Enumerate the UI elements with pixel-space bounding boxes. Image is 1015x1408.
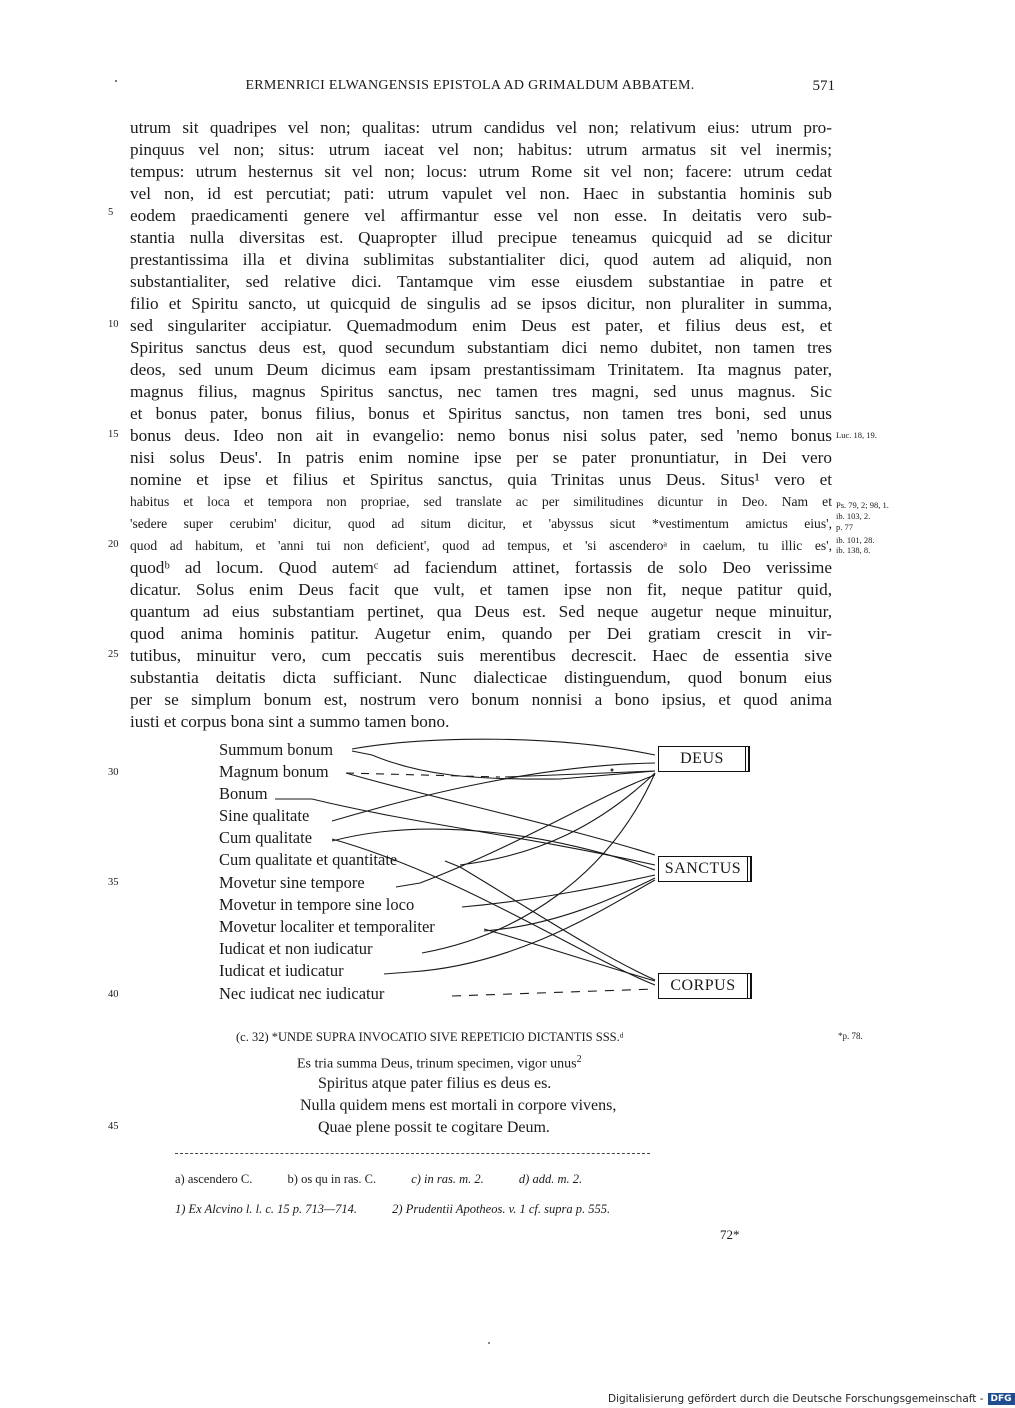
text-line: substantialiter, sed relative dici. Tantamque vim esse eiusdem substantiae in patre et	[130, 272, 832, 291]
scan-speck	[488, 1342, 490, 1344]
diagram-label: Movetur sine tempore	[219, 873, 365, 892]
margin-note: Luc. 18, 19.	[836, 430, 877, 440]
text-line: Spiritus sanctus deus est, quod secundum substantiam dici nemo dubitet, non tamen tres	[130, 338, 832, 357]
diagram-label: Iudicat et iudicatur	[219, 961, 344, 980]
diagram-label: Movetur in tempore sine loco	[219, 895, 415, 914]
footnote-ref: 2	[576, 1054, 582, 1065]
connector-line	[346, 773, 500, 777]
diagram-label: Magnum bonum	[219, 762, 329, 781]
source-footnotes	[175, 1202, 642, 1217]
text-line: filio et Spiritu sancto, ut quicquid de singulis ad se ipsos dicitur, non pluraliter in summa,	[130, 294, 832, 313]
diagram-label: Summum bonum	[219, 740, 334, 759]
poem-line-text: Es tria summa Deus, trinum specimen, vigor unus	[297, 1056, 577, 1072]
text-line: sed singulariter accipiatur. Quemadmodum enim Deus est pater, et filius deus est, et	[130, 316, 832, 335]
poem-heading: (c. 32) *UNDE SUPRA INVOCATIO SIVE REPETICIO DICTANTIS SSS.ᵈ	[236, 1030, 624, 1044]
apparatus-note: a) ascendero C.	[175, 1172, 253, 1186]
box-sanctus: SANCTUS	[658, 856, 748, 882]
poem-line: Quae plene possit te cogitare Deum.	[318, 1119, 550, 1136]
text-line: substantia deitatis dicta sufficiant. Nunc dialecticae distinguendum, quod bonum eius	[130, 668, 832, 687]
diagram-label: Iudicat et non iudicatur	[219, 939, 373, 958]
text-line: dicatur. Solus enim Deus facit que vult, et tamen ipse non fit, neque patitur quid,	[130, 580, 832, 599]
funding-text: Digitalisierung gefördert durch die Deutsche Forschungsgemeinschaft -	[608, 1393, 984, 1405]
connector-line	[505, 771, 655, 777]
text-line: iusti et corpus bona sint a summo tamen bono.	[130, 712, 450, 731]
connector-line	[452, 989, 655, 996]
text-line: prestantissima illa et divina sublimitas substantialiter dici, quod autem ad aliquid, non	[130, 250, 832, 269]
text-line: vel non, id est percutiat; pati: utrum vapulet vel non. Haec in substantia hominis sub	[130, 184, 832, 203]
line-number: 35	[108, 877, 119, 888]
sheet-number: 72*	[720, 1227, 740, 1242]
text-line: quod anima hominis patitur. Augetur enim, quando per Dei gratiam crescit in vir-	[130, 624, 832, 643]
diagram-label: Cum qualitate	[219, 828, 313, 847]
text-line: utrum sit quadripes vel non; qualitas: utrum candidus vel non; relativum eius: utrum pro-	[130, 118, 832, 137]
diagram-label: Cum qualitate et quantitate	[219, 850, 398, 869]
running-head: ERMENRICI ELWANGENSIS EPISTOLA AD GRIMALDUM ABBATEM.	[245, 78, 695, 93]
diagram-label: Nec iudicat nec iudicatur	[219, 984, 385, 1003]
line-number: 10	[108, 319, 119, 330]
margin-note: Ps. 79, 2; 98, 1.	[836, 500, 889, 510]
dfg-logo: DFG	[988, 1393, 1015, 1405]
connector-line	[346, 773, 655, 855]
body-text	[130, 117, 832, 733]
connector-line	[462, 875, 655, 907]
text-line: stantia nulla diversitas est. Quapropter illud precipue teneamus quicquid ad se dicitur	[130, 228, 832, 247]
funding-notice	[608, 1392, 1015, 1406]
page-number: 571	[812, 78, 835, 94]
margin-note: ib. 101, 28.	[836, 535, 875, 545]
apparatus-note: b) os qu in ras. C.	[287, 1172, 377, 1186]
diagram-label: Bonum	[219, 784, 268, 803]
line-number: 5	[108, 207, 114, 218]
scan-speck	[115, 80, 117, 82]
line-number: 40	[108, 989, 119, 1000]
line-number: 25	[108, 649, 119, 660]
poem-line	[297, 1054, 582, 1073]
text-line: tempus: utrum hesternus sit vel non; locus: utrum Rome sit vel non; facere: utrum cedat	[130, 162, 832, 181]
footnote-rule	[175, 1153, 650, 1154]
box-deus: DEUS	[658, 746, 746, 772]
text-line: nisi solus Deus'. In patris enim nomine ipse per se pater pronuntiatur, in Dei vero	[130, 448, 832, 467]
page-reference: *p. 78.	[838, 1031, 863, 1041]
line-number: 20	[108, 539, 119, 550]
attribute-diagram	[0, 735, 1000, 1025]
margin-note: ib. 138, 8.	[836, 545, 871, 555]
text-line: pinquus vel non; situs: utrum iaceat vel non; habitus: utrum armatus sit vel inermis;	[130, 140, 832, 159]
connector-line	[352, 739, 655, 755]
text-line: deos, sed unum Deum dicimus eam ipsam prestantissimam Trinitatem. Ita magnus pater,	[130, 360, 832, 379]
connector-line	[484, 929, 655, 981]
source-note: 1) Ex Alcvino l. l. c. 15 p. 713—714.	[175, 1202, 358, 1216]
line-number: 30	[108, 767, 119, 778]
margin-note: p. 77	[836, 522, 853, 532]
connector-line	[396, 775, 655, 887]
diagram-speck	[611, 769, 614, 772]
text-line: quantum ad eius substantiam pertinet, qua Deus est. Sed neque augetur neque minuitur,	[130, 602, 832, 621]
text-line: tutibus, minuitur vero, cum peccatis suis merentibus decrescit. Haec de essentia sive	[130, 646, 832, 665]
text-line: quodᵇ ad locum. Quod autemᶜ ad faciendum attinet, fortassis de solo Deo verissime	[130, 558, 832, 577]
text-line: quod ad habitum, et 'anni tui non deficient', quod ad tempus, et 'si ascenderoᵃ in caelum, tu illic es',	[130, 538, 832, 553]
apparatus-note: c) in ras. m. 2.	[411, 1172, 484, 1186]
text-line: et bonus pater, bonus filius, bonus et Spiritus sanctus, non tamen tres boni, sed unus	[130, 404, 832, 423]
connector-line	[445, 861, 655, 980]
poem-line: Nulla quidem mens est mortali in corpore vivens,	[300, 1097, 617, 1114]
apparatus-footnotes	[175, 1172, 614, 1187]
diagram-label: Sine qualitate	[219, 806, 310, 825]
connector-lines	[0, 735, 1000, 1025]
text-line: magnus filius, magnus Spiritus sanctus, nec tamen tres magni, sed unus magnus. Sic	[130, 382, 832, 401]
text-line: eodem praedicamenti genere vel affirmantur esse vel non esse. In deitatis vero sub-	[130, 206, 832, 225]
line-number: 15	[108, 429, 119, 440]
diagram-label: Movetur localiter et temporaliter	[219, 917, 435, 936]
text-line: habitus et loca et tempora non propriae, sed translate ac per similitudines dicuntur in Deo. Nam et	[130, 494, 832, 509]
margin-note: ib. 103, 2.	[836, 511, 871, 521]
text-line: nomine et ipse et filius et Spiritus sanctus, quia Trinitas unus Deus. Situs¹ vero et	[130, 470, 832, 489]
line-number: 45	[108, 1121, 119, 1132]
apparatus-note: d) add. m. 2.	[518, 1172, 583, 1186]
poem-line: Spiritus atque pater filius es deus es.	[318, 1075, 552, 1092]
source-note: 2) Prudentii Apotheos. v. 1 cf. supra p. 555.	[392, 1202, 611, 1216]
text-line: per se simplum bonum est, nostrum vero bonum nonnisi a bono ipsius, et quod anima	[130, 690, 832, 709]
connector-line	[422, 773, 655, 953]
text-line: bonus deus. Ideo non ait in evangelio: nemo bonus nisi solus pater, sed 'nemo bonus	[130, 426, 832, 445]
box-corpus: CORPUS	[658, 973, 748, 999]
text-line: 'sedere super cerubim' dicitur, quod ad situm dicitur, et 'abyssus sicut *vestimentum amictus eius',	[130, 516, 832, 531]
